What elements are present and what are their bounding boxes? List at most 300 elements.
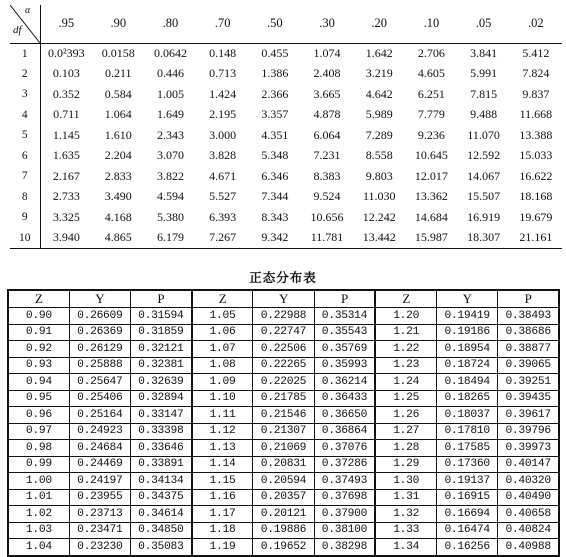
chi-square-value-cell: 9.342: [249, 228, 301, 249]
chi-square-body: [10, 43, 562, 248]
z-cell: 0.93: [8, 357, 69, 374]
chi-square-value-cell: 12.017: [414, 168, 448, 183]
p-cell: 0.32121: [130, 341, 191, 358]
chi-square-value-cell: 3.828: [209, 148, 237, 163]
normal-table-body: [8, 308, 559, 556]
chi-square-value-cell: 7.231: [313, 148, 341, 163]
z-cell: 1.28: [375, 440, 436, 457]
p-cell: 0.35543: [314, 324, 375, 341]
chi-square-value-cell: 0.455: [261, 46, 289, 60]
p-cell: 0.39617: [498, 407, 559, 424]
chi-square-row: [10, 166, 562, 187]
p-cell: 0.34134: [130, 473, 191, 490]
chi-square-value-cell: 13.362: [414, 189, 448, 204]
chi-square-table: [10, 5, 562, 249]
y-cell: 0.23230: [69, 539, 130, 556]
z-cell: 1.12: [192, 423, 253, 440]
df-cell: 3: [10, 84, 40, 105]
chi-square-value-cell: 11.070: [467, 127, 500, 142]
z-cell: 1.04: [8, 539, 69, 556]
z-cell: 0.98: [8, 440, 69, 457]
z-cell: 0.99: [8, 456, 69, 473]
p-cell: 0.36214: [314, 374, 375, 391]
chi-square-value-cell: 0.352: [52, 86, 80, 101]
p-header: P: [130, 290, 191, 308]
p-cell: 0.32381: [130, 357, 191, 374]
p-cell: 0.38493: [498, 308, 559, 325]
z-cell: 1.14: [192, 456, 253, 473]
df-cell: 2: [10, 64, 40, 85]
p-cell: 0.38100: [314, 522, 375, 539]
y-cell: 0.22506: [253, 341, 314, 358]
chi-square-value-cell: 5.348: [261, 148, 289, 163]
chi-square-value-cell: 0.446: [156, 66, 184, 81]
p-header: P: [314, 290, 375, 308]
chi-square-value-cell: 4.351: [261, 127, 289, 142]
p-cell: 0.35314: [314, 308, 375, 325]
chi-square-value-cell: 3.219: [365, 66, 393, 81]
y-cell: 0.23471: [69, 522, 130, 539]
p-cell: 0.33398: [130, 423, 191, 440]
chi-square-value-cell: 9.488: [470, 107, 498, 122]
z-cell: 1.07: [192, 341, 253, 358]
p-cell: 0.40147: [498, 456, 559, 473]
chi-square-value-cell: 0.103: [52, 66, 80, 81]
z-cell: 0.90: [8, 308, 69, 325]
p-cell: 0.40824: [498, 522, 559, 539]
y-cell: 0.21307: [253, 423, 314, 440]
chi-square-value-cell: 7.289: [365, 127, 393, 142]
alpha-header: .50: [249, 5, 301, 43]
y-cell: 0.17810: [437, 423, 498, 440]
y-cell: 0.22265: [253, 357, 314, 374]
chi-square-value-cell: 1.005: [156, 86, 184, 101]
p-cell: 0.37698: [314, 489, 375, 506]
chi-square-value-cell: 7.267: [197, 228, 249, 249]
chi-square-value-cell: 1.074: [313, 46, 341, 60]
y-cell: 0.25647: [69, 374, 130, 391]
y-cell: 0.24197: [69, 473, 130, 490]
chi-square-value-cell: 2.195: [209, 107, 237, 122]
chi-square-value-cell: 8.343: [261, 209, 289, 224]
p-cell: 0.35769: [314, 341, 375, 358]
chi-square-value-cell: 6.064: [313, 127, 341, 142]
y-cell: 0.22988: [253, 308, 314, 325]
chi-square-value-cell: 12.242: [362, 209, 396, 224]
chi-square-value-cell: 16.919: [467, 209, 501, 224]
chi-square-value-cell: 3.841: [470, 46, 498, 60]
chi-square-value-cell: 3.000: [209, 127, 237, 142]
chi-square-value-cell: 11.030: [362, 189, 396, 204]
chi-square-value-cell: 3.490: [104, 189, 132, 204]
normal-table-row: [8, 374, 559, 391]
y-cell: 0.21069: [253, 440, 314, 457]
chi-square-value-cell: 0.0158: [101, 46, 135, 60]
df-cell: 9: [10, 207, 40, 228]
normal-table-row: [8, 341, 559, 358]
normal-distribution-table: [7, 289, 560, 557]
chi-square-value-cell: 5.991: [470, 66, 498, 81]
z-cell: 1.16: [192, 489, 253, 506]
z-cell: 1.08: [192, 357, 253, 374]
y-cell: 0.18954: [437, 341, 498, 358]
p-header: P: [498, 290, 559, 308]
chi-square-row: [10, 207, 562, 228]
p-cell: 0.40988: [498, 539, 559, 556]
chi-square-row: [10, 43, 562, 64]
alpha-header: .05: [458, 5, 510, 43]
y-cell: 0.19886: [253, 522, 314, 539]
z-cell: 1.20: [375, 308, 436, 325]
normal-table-row: [8, 539, 559, 556]
p-cell: 0.36650: [314, 407, 375, 424]
z-header: Z: [8, 290, 69, 308]
y-header: Y: [69, 290, 130, 308]
df-cell: 4: [10, 105, 40, 126]
z-cell: 1.00: [8, 473, 69, 490]
chi-square-value-cell: 4.605: [417, 66, 445, 81]
normal-header-row: [8, 290, 559, 308]
y-cell: 0.20831: [253, 456, 314, 473]
p-cell: 0.33891: [130, 456, 191, 473]
chi-square-value-cell: 1.635: [52, 148, 80, 163]
y-cell: 0.17585: [437, 440, 498, 457]
z-cell: 1.03: [8, 522, 69, 539]
p-cell: 0.39065: [498, 357, 559, 374]
alpha-header: .90: [92, 5, 144, 43]
chi-square-value-cell: 9.803: [365, 168, 393, 183]
chi-square-value-cell: 0.711: [53, 107, 80, 122]
df-cell: 5: [10, 125, 40, 146]
y-cell: 0.20121: [253, 506, 314, 523]
chi-square-value-cell: 2.706: [417, 46, 445, 60]
z-cell: 1.06: [192, 324, 253, 341]
chi-square-row: [10, 146, 562, 167]
z-cell: 1.24: [375, 374, 436, 391]
p-cell: 0.40658: [498, 506, 559, 523]
chi-square-value-cell: 2.733: [52, 189, 80, 204]
z-cell: 0.96: [8, 407, 69, 424]
alpha-header: .95: [40, 5, 92, 43]
p-cell: 0.39251: [498, 374, 559, 391]
chi-square-value-cell: 9.236: [417, 127, 445, 142]
y-cell: 0.25164: [69, 407, 130, 424]
df-cell: 7: [10, 166, 40, 187]
chi-square-value-cell: 3.070: [156, 148, 184, 163]
z-cell: 1.09: [192, 374, 253, 391]
normal-table-row: [8, 423, 559, 440]
chi-square-value-cell: 5.527: [209, 189, 237, 204]
chi-square-value-cell: 3.665: [313, 86, 341, 101]
chi-square-value-cell: 7.344: [261, 189, 289, 204]
normal-table-row: [8, 440, 559, 457]
y-cell: 0.24923: [69, 423, 130, 440]
normal-table-section: [7, 289, 560, 557]
y-cell: 0.26609: [69, 308, 130, 325]
chi-square-value-cell: 15.033: [519, 148, 553, 163]
df-cell: 6: [10, 146, 40, 167]
chi-square-value-cell: 1.424: [209, 86, 237, 101]
chi-square-value-cell: 0.148: [209, 46, 237, 60]
chi-square-value-cell: 7.815: [470, 86, 498, 101]
chi-square-value-cell: 0.0²393: [48, 46, 85, 60]
z-header: Z: [192, 290, 253, 308]
z-cell: 1.01: [8, 489, 69, 506]
y-cell: 0.16915: [437, 489, 498, 506]
df-cell: 10: [10, 228, 40, 249]
p-cell: 0.37493: [314, 473, 375, 490]
p-cell: 0.37286: [314, 456, 375, 473]
z-cell: 1.10: [192, 390, 253, 407]
chi-square-value-cell: 1.649: [156, 107, 184, 122]
normal-table-row: [8, 473, 559, 490]
p-cell: 0.31594: [130, 308, 191, 325]
chi-square-value-cell: 11.781: [301, 228, 353, 249]
chi-square-value-cell: 2.366: [261, 86, 289, 101]
chi-square-header-row: [10, 5, 562, 43]
chi-square-value-cell: 12.592: [467, 148, 501, 163]
z-cell: 1.21: [375, 324, 436, 341]
chi-square-value-cell: 4.671: [209, 168, 237, 183]
p-cell: 0.35993: [314, 357, 375, 374]
chi-square-value-cell: 9.837: [522, 86, 550, 101]
p-cell: 0.36864: [314, 423, 375, 440]
y-cell: 0.22747: [253, 324, 314, 341]
chi-square-row: [10, 228, 562, 249]
df-cell: 8: [10, 187, 40, 208]
chi-square-value-cell: 13.442: [353, 228, 405, 249]
alpha-header: .10: [405, 5, 457, 43]
z-cell: 0.91: [8, 324, 69, 341]
normal-table-row: [8, 489, 559, 506]
normal-table-row: [8, 357, 559, 374]
y-header: Y: [253, 290, 314, 308]
y-cell: 0.19652: [253, 539, 314, 556]
y-cell: 0.17360: [437, 456, 498, 473]
normal-table-title: 正态分布表: [249, 270, 317, 285]
p-cell: 0.32639: [130, 374, 191, 391]
y-cell: 0.25406: [69, 390, 130, 407]
df-cell: 1: [10, 43, 40, 64]
p-cell: 0.40320: [498, 473, 559, 490]
p-cell: 0.35083: [130, 539, 191, 556]
chi-square-value-cell: 1.610: [104, 127, 132, 142]
z-cell: 0.95: [8, 390, 69, 407]
chi-square-value-cell: 15.987: [405, 228, 457, 249]
y-cell: 0.16256: [437, 539, 498, 556]
chi-square-value-cell: 8.383: [313, 168, 341, 183]
z-cell: 1.11: [192, 407, 253, 424]
z-cell: 1.27: [375, 423, 436, 440]
z-cell: 1.29: [375, 456, 436, 473]
chi-square-table-section: [10, 5, 562, 249]
y-cell: 0.21546: [253, 407, 314, 424]
z-cell: 1.25: [375, 390, 436, 407]
y-cell: 0.26129: [69, 341, 130, 358]
chi-square-value-cell: 16.622: [519, 168, 553, 183]
chi-square-value-cell: 1.642: [365, 46, 393, 60]
p-cell: 0.37076: [314, 440, 375, 457]
chi-square-value-cell: 15.507: [467, 189, 501, 204]
chi-square-value-cell: 10.656: [310, 209, 344, 224]
p-cell: 0.34375: [130, 489, 191, 506]
z-cell: 0.92: [8, 341, 69, 358]
p-cell: 0.31859: [130, 324, 191, 341]
y-cell: 0.18037: [437, 407, 498, 424]
p-cell: 0.38298: [314, 539, 375, 556]
chi-square-row: [10, 105, 562, 126]
chi-square-value-cell: 3.822: [156, 168, 184, 183]
normal-table-row: [8, 506, 559, 523]
chi-square-value-cell: 7.824: [522, 66, 550, 81]
chi-square-value-cell: 4.168: [104, 209, 132, 224]
normal-table-row: [8, 456, 559, 473]
z-cell: 1.30: [375, 473, 436, 490]
normal-table-row: [8, 308, 559, 325]
chi-square-value-cell: 10.645: [414, 148, 448, 163]
y-cell: 0.18494: [437, 374, 498, 391]
chi-square-value-cell: 18.168: [519, 189, 553, 204]
z-cell: 1.19: [192, 539, 253, 556]
chi-square-value-cell: 14.684: [414, 209, 448, 224]
p-cell: 0.39973: [498, 440, 559, 457]
chi-square-value-cell: 3.325: [52, 209, 80, 224]
z-cell: 0.97: [8, 423, 69, 440]
y-cell: 0.25888: [69, 357, 130, 374]
p-cell: 0.34614: [130, 506, 191, 523]
y-cell: 0.18724: [437, 357, 498, 374]
z-cell: 1.31: [375, 489, 436, 506]
chi-square-value-cell: 19.679: [519, 209, 553, 224]
chi-square-value-cell: 6.179: [144, 228, 196, 249]
p-cell: 0.34850: [130, 522, 191, 539]
chi-square-value-cell: 4.642: [365, 86, 393, 101]
chi-square-value-cell: 11.668: [519, 107, 553, 122]
chi-square-value-cell: 2.167: [52, 168, 80, 183]
y-cell: 0.24684: [69, 440, 130, 457]
p-cell: 0.40490: [498, 489, 559, 506]
chi-square-value-cell: 3.357: [261, 107, 289, 122]
y-cell: 0.20594: [253, 473, 314, 490]
chi-square-row: [10, 84, 562, 105]
chi-square-row: [10, 187, 562, 208]
p-cell: 0.36433: [314, 390, 375, 407]
y-cell: 0.26369: [69, 324, 130, 341]
normal-table-row: [8, 407, 559, 424]
alpha-header: .02: [510, 5, 562, 43]
y-cell: 0.23955: [69, 489, 130, 506]
chi-square-value-cell: 4.865: [92, 228, 144, 249]
p-cell: 0.33646: [130, 440, 191, 457]
chi-square-value-cell: 1.145: [52, 127, 80, 142]
z-cell: 1.23: [375, 357, 436, 374]
z-cell: 1.02: [8, 506, 69, 523]
chi-square-value-cell: 4.878: [313, 107, 341, 122]
z-cell: 1.13: [192, 440, 253, 457]
chi-square-value-cell: 7.779: [417, 107, 445, 122]
z-cell: 1.26: [375, 407, 436, 424]
y-cell: 0.24469: [69, 456, 130, 473]
chi-square-value-cell: 14.067: [467, 168, 501, 183]
y-cell: 0.16474: [437, 522, 498, 539]
z-cell: 1.22: [375, 341, 436, 358]
p-cell: 0.33147: [130, 407, 191, 424]
p-cell: 0.38877: [498, 341, 559, 358]
y-cell: 0.22025: [253, 374, 314, 391]
p-cell: 0.32894: [130, 390, 191, 407]
chi-square-value-cell: 1.386: [261, 66, 289, 81]
p-cell: 0.38686: [498, 324, 559, 341]
z-cell: 1.15: [192, 473, 253, 490]
chi-square-value-cell: 2.408: [313, 66, 341, 81]
corner-header: [10, 5, 40, 43]
chi-square-value-cell: 5.412: [522, 46, 550, 60]
z-header: Z: [375, 290, 436, 308]
z-cell: 1.33: [375, 522, 436, 539]
chi-square-value-cell: 5.989: [365, 107, 393, 122]
z-cell: 1.34: [375, 539, 436, 556]
chi-square-value-cell: 2.204: [104, 148, 132, 163]
alpha-header: .30: [301, 5, 353, 43]
normal-table-row: [8, 324, 559, 341]
y-cell: 0.23713: [69, 506, 130, 523]
chi-square-value-cell: 2.833: [104, 168, 132, 183]
p-cell: 0.37900: [314, 506, 375, 523]
y-cell: 0.21785: [253, 390, 314, 407]
y-cell: 0.20357: [253, 489, 314, 506]
normal-table-row: [8, 390, 559, 407]
alpha-label: α: [25, 5, 31, 16]
chi-square-value-cell: 0.713: [209, 66, 237, 81]
y-cell: 0.19419: [437, 308, 498, 325]
chi-square-value-cell: 0.0642: [153, 46, 187, 60]
alpha-header: .70: [197, 5, 249, 43]
chi-square-value-cell: 1.064: [104, 107, 132, 122]
chi-square-value-cell: 4.594: [156, 189, 184, 204]
chi-square-value-cell: 0.211: [105, 66, 132, 81]
y-cell: 0.16694: [437, 506, 498, 523]
z-cell: 0.94: [8, 374, 69, 391]
chi-square-value-cell: 3.940: [40, 228, 92, 249]
chi-square-row: [10, 125, 562, 146]
chi-square-value-cell: 13.388: [519, 127, 553, 142]
chi-square-value-cell: 0.584: [104, 86, 132, 101]
y-cell: 0.19137: [437, 473, 498, 490]
chi-square-value-cell: 5.380: [156, 209, 184, 224]
z-cell: 1.18: [192, 522, 253, 539]
chi-square-value-cell: 2.343: [156, 127, 184, 142]
chi-square-value-cell: 9.524: [313, 189, 341, 204]
chi-square-value-cell: 6.346: [261, 168, 289, 183]
chi-square-value-cell: 18.307: [458, 228, 510, 249]
alpha-header: .80: [144, 5, 196, 43]
chi-square-value-cell: 8.558: [365, 148, 393, 163]
y-cell: 0.19186: [437, 324, 498, 341]
p-cell: 0.39435: [498, 390, 559, 407]
chi-square-value-cell: 6.251: [417, 86, 445, 101]
chi-square-value-cell: 21.161: [510, 228, 562, 249]
alpha-header: .20: [353, 5, 405, 43]
z-cell: 1.32: [375, 506, 436, 523]
normal-table-row: [8, 522, 559, 539]
z-cell: 1.17: [192, 506, 253, 523]
chi-square-row: [10, 64, 562, 85]
y-header: Y: [437, 290, 498, 308]
p-cell: 0.39796: [498, 423, 559, 440]
chi-square-value-cell: 6.393: [209, 209, 237, 224]
z-cell: 1.05: [192, 308, 253, 325]
df-label: df: [13, 24, 22, 36]
